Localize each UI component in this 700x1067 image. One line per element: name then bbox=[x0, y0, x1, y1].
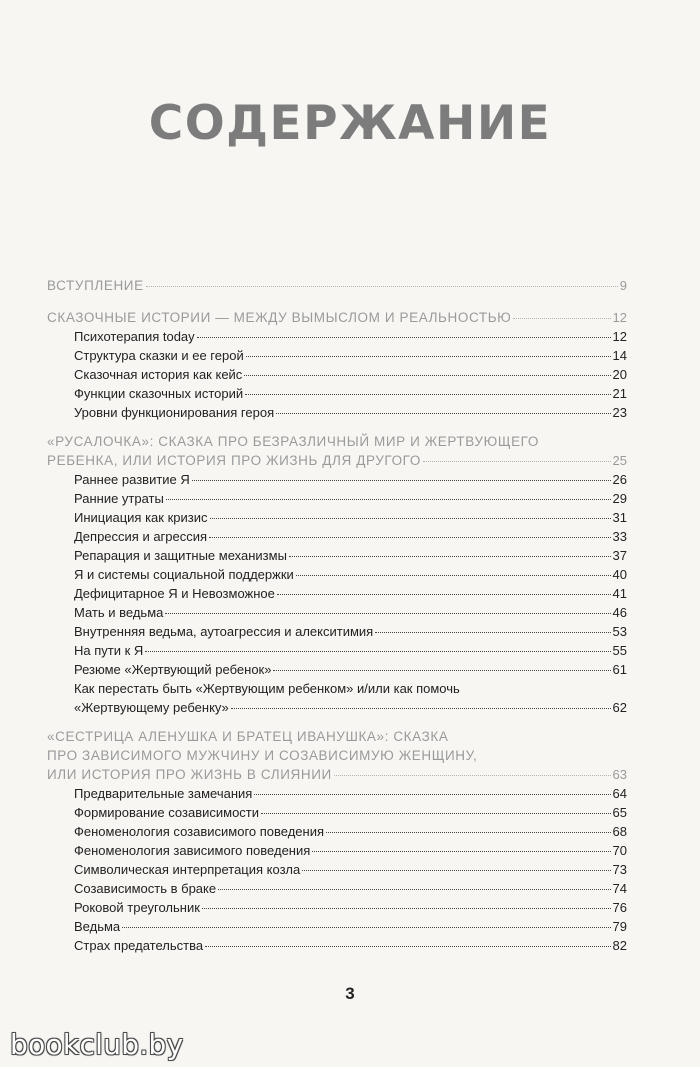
toc-section-title: Инициация как кризис bbox=[74, 510, 208, 525]
toc-chapter-title-line[interactable]: «СЕСТРИЦА АЛЕНУШКА И БРАТЕЦ ИВАНУШКА»: СКАЗКА bbox=[47, 729, 449, 744]
dot-leader bbox=[254, 794, 610, 795]
toc-section[interactable] bbox=[47, 384, 627, 403]
toc-page-number: 40 bbox=[612, 567, 627, 582]
dot-leader bbox=[513, 318, 610, 319]
dot-leader bbox=[326, 832, 611, 833]
toc-section[interactable] bbox=[47, 879, 627, 898]
dot-leader bbox=[296, 575, 611, 576]
toc-page-number: 31 bbox=[612, 510, 627, 525]
dot-leader bbox=[423, 461, 611, 462]
toc-section[interactable] bbox=[47, 698, 627, 717]
toc-page-number: 12 bbox=[612, 310, 627, 325]
toc-section[interactable] bbox=[47, 622, 627, 641]
toc-intro bbox=[47, 276, 627, 295]
toc-section-title: Структура сказки и ее герой bbox=[74, 348, 244, 363]
toc-chapter-title-line[interactable]: ПРО ЗАВИСИМОГО МУЖЧИНУ И СОЗАВИСИМУЮ ЖЕНЩИНУ, bbox=[47, 748, 478, 763]
dot-leader bbox=[146, 286, 618, 287]
toc-section-title: На пути к Я bbox=[74, 643, 144, 658]
toc-page-number: 55 bbox=[612, 643, 627, 658]
toc-page-number: 53 bbox=[612, 624, 627, 639]
dot-leader bbox=[209, 537, 610, 538]
toc-section-title: Созависимость в браке bbox=[74, 881, 217, 896]
dot-leader bbox=[277, 594, 611, 595]
toc-section[interactable] bbox=[47, 860, 627, 879]
toc-page-number: 61 bbox=[612, 662, 627, 677]
toc-section-title: Роковой треугольник bbox=[74, 900, 200, 915]
dot-leader bbox=[244, 375, 610, 376]
toc-page-number: 33 bbox=[612, 529, 627, 544]
toc-section-title: Репарация и защитные механизмы bbox=[74, 548, 287, 563]
dot-leader bbox=[205, 946, 610, 947]
toc-entry-title: СКАЗОЧНЫЕ ИСТОРИИ — МЕЖДУ ВЫМЫСЛОМ И РЕАЛЬНОСТЬЮ bbox=[47, 310, 512, 325]
dot-leader bbox=[312, 851, 610, 852]
dot-leader bbox=[246, 356, 611, 357]
page-title: СОДЕРЖАНИЕ bbox=[148, 96, 552, 151]
dot-leader bbox=[122, 927, 610, 928]
toc-section-title-line[interactable]: Как перестать быть «Жертвующим ребенком» и/или как помочь bbox=[74, 681, 460, 696]
toc-section[interactable] bbox=[47, 346, 627, 365]
toc-entry-title: ИЛИ ИСТОРИЯ ПРО ЖИЗНЬ В СЛИЯНИИ bbox=[47, 767, 332, 782]
toc-page-number: 29 bbox=[612, 491, 627, 506]
toc-page-number: 14 bbox=[612, 348, 627, 363]
toc-chapter-title[interactable] bbox=[47, 765, 627, 784]
toc-section[interactable] bbox=[47, 822, 627, 841]
watermark-logo: bookclub.by bbox=[10, 1028, 184, 1061]
toc-section[interactable] bbox=[47, 565, 627, 584]
toc-section-title: Сказочная история как кейс bbox=[74, 367, 243, 382]
toc-chapter-title[interactable] bbox=[47, 308, 627, 327]
toc-page-number: 64 bbox=[612, 786, 627, 801]
toc-page-number: 73 bbox=[612, 862, 627, 877]
dot-leader bbox=[245, 394, 610, 395]
toc-page-number: 74 bbox=[612, 881, 627, 896]
toc-page-number: 20 bbox=[612, 367, 627, 382]
toc-section[interactable] bbox=[47, 584, 627, 603]
toc-section-title: Символическая интерпретация козла bbox=[74, 862, 301, 877]
toc-page-number: 46 bbox=[612, 605, 627, 620]
toc-section[interactable] bbox=[47, 917, 627, 936]
dot-leader bbox=[210, 518, 611, 519]
toc-page-number: 37 bbox=[612, 548, 627, 563]
toc-section[interactable] bbox=[47, 489, 627, 508]
toc-page-number: 62 bbox=[612, 700, 627, 715]
toc-section-title: Депрессия и агрессия bbox=[74, 529, 208, 544]
toc-section[interactable] bbox=[47, 936, 627, 955]
dot-leader bbox=[302, 870, 610, 871]
toc-section[interactable] bbox=[47, 403, 627, 422]
dot-leader bbox=[273, 670, 610, 671]
toc-section-title: Мать и ведьма bbox=[74, 605, 164, 620]
toc-section-title: Дефицитарное Я и Невозможное bbox=[74, 586, 275, 601]
toc-section[interactable] bbox=[47, 527, 627, 546]
toc-chapter-title[interactable] bbox=[47, 451, 627, 470]
dot-leader bbox=[166, 499, 611, 500]
toc-chapter-title-line[interactable]: «РУСАЛОЧКА»: СКАЗКА ПРО БЕЗРАЗЛИЧНЫЙ МИР И ЖЕРТВУЮЩЕГО bbox=[47, 434, 539, 449]
toc-section-title: Я и системы социальной поддержки bbox=[74, 567, 294, 582]
dot-leader bbox=[334, 775, 611, 776]
toc-page-number: 79 bbox=[612, 919, 627, 934]
toc-section[interactable] bbox=[47, 327, 627, 346]
toc-chapter-1 bbox=[47, 308, 627, 422]
dot-leader bbox=[202, 908, 611, 909]
dot-leader bbox=[192, 480, 611, 481]
toc-page-number: 63 bbox=[612, 767, 627, 782]
toc-page-number: 70 bbox=[612, 843, 627, 858]
toc-page-number: 23 bbox=[612, 405, 627, 420]
dot-leader bbox=[261, 813, 611, 814]
toc-section[interactable] bbox=[47, 603, 627, 622]
toc-section-title: Страх предательства bbox=[74, 938, 204, 953]
toc-section[interactable] bbox=[47, 784, 627, 803]
toc-page-number: 25 bbox=[612, 453, 627, 468]
toc-section[interactable] bbox=[47, 803, 627, 822]
toc-section-title: Феноменология зависимого поведения bbox=[74, 843, 311, 858]
toc-page-number: 26 bbox=[612, 472, 627, 487]
toc-section[interactable] bbox=[47, 660, 627, 679]
toc-section[interactable] bbox=[47, 365, 627, 384]
dot-leader bbox=[165, 613, 610, 614]
toc-section[interactable] bbox=[47, 841, 627, 860]
toc-section[interactable] bbox=[47, 546, 627, 565]
toc-chapter-2 bbox=[47, 432, 627, 717]
toc-entry-intro[interactable] bbox=[47, 276, 627, 295]
toc-page-number: 65 bbox=[612, 805, 627, 820]
dot-leader bbox=[145, 651, 610, 652]
toc-entry-title: РЕБЕНКА, ИЛИ ИСТОРИЯ ПРО ЖИЗНЬ ДЛЯ ДРУГОГО bbox=[47, 453, 421, 468]
toc-section-title: Уровни функционирования героя bbox=[74, 405, 275, 420]
table-of-contents bbox=[47, 276, 627, 965]
dot-leader bbox=[276, 413, 610, 414]
toc-section-title: Феноменология созависимого поведения bbox=[74, 824, 325, 839]
dot-leader bbox=[231, 708, 611, 709]
page-number: 3 bbox=[345, 984, 355, 1003]
toc-section[interactable] bbox=[47, 470, 627, 489]
toc-page-number: 21 bbox=[612, 386, 627, 401]
dot-leader bbox=[218, 889, 610, 890]
dot-leader bbox=[375, 632, 610, 633]
toc-section-title: Внутренняя ведьма, аутоагрессия и алекситимия bbox=[74, 624, 374, 639]
toc-section-title: Формирование созависимости bbox=[74, 805, 260, 820]
toc-page-number: 12 bbox=[612, 329, 627, 344]
toc-page-number: 41 bbox=[612, 586, 627, 601]
toc-section[interactable] bbox=[47, 508, 627, 527]
dot-leader bbox=[289, 556, 611, 557]
toc-section-title: Ранние утраты bbox=[74, 491, 164, 506]
toc-section[interactable] bbox=[47, 898, 627, 917]
toc-page-number: 76 bbox=[612, 900, 627, 915]
toc-section-title: «Жертвующему ребенку» bbox=[74, 700, 229, 715]
toc-section-title: Резюме «Жертвующий ребенок» bbox=[74, 662, 272, 677]
toc-section-title: Ведьма bbox=[74, 919, 121, 934]
toc-page-number: 82 bbox=[612, 938, 627, 953]
toc-section-title: Психотерапия today bbox=[74, 329, 195, 344]
toc-section-title: Функции сказочных историй bbox=[74, 386, 244, 401]
toc-chapter-3 bbox=[47, 727, 627, 955]
toc-section[interactable] bbox=[47, 641, 627, 660]
toc-section-title: Раннее развитие Я bbox=[74, 472, 190, 487]
toc-page-number: 9 bbox=[619, 278, 627, 293]
dot-leader bbox=[197, 337, 611, 338]
toc-entry-title: ВСТУПЛЕНИЕ bbox=[47, 278, 144, 293]
toc-section-title: Предварительные замечания bbox=[74, 786, 253, 801]
toc-page-number: 68 bbox=[612, 824, 627, 839]
